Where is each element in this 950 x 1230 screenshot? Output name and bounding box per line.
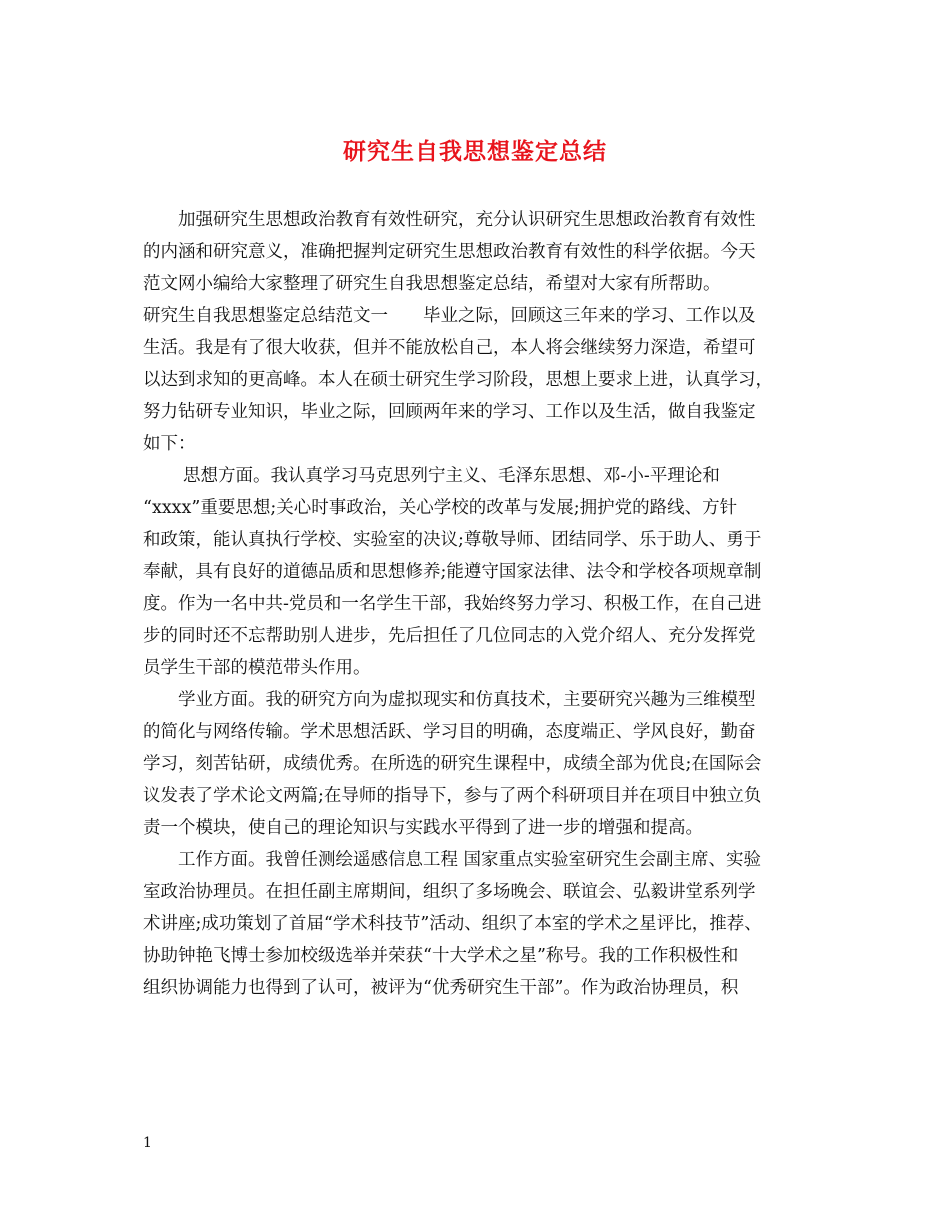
text-line: 如下： <box>143 434 196 454</box>
text-line: 的内涵和研究意义，准确把握判定研究生思想政治教育有效性的科学依据。今天 <box>143 242 756 262</box>
text-line: 加强研究生思想政治教育有效性研究，充分认识研究生思想政治教育有效性 <box>178 210 756 230</box>
text-line: 学业方面。我的研究方向为虚拟现实和仿真技术，主要研究兴趣为三维模型 <box>178 690 756 710</box>
page-number: 1 <box>143 1135 152 1151</box>
text-line: 生活。我是有了很大收获，但并不能放松自己，本人将会继续努力深造，希望可 <box>143 338 756 358</box>
document-title: 研究生自我思想鉴定总结 <box>343 138 607 165</box>
text-line: 室政治协理员。在担任副主席期间，组织了多场晚会、联谊会、弘毅讲堂系列学 <box>143 882 756 902</box>
document-body <box>143 204 823 1004</box>
text-line: 和政策，能认真执行学校、实验室的决议;尊敬导师、团结同学、乐于助人、勇于 <box>143 530 762 550</box>
text-line: 步的同时还不忘帮助别人进步，先后担任了几位同志的入党介绍人、充分发挥党 <box>143 626 756 646</box>
text-line: 思想方面。我认真学习马克思列宁主义、毛泽东思想、邓-小-平理论和 <box>183 466 720 486</box>
text-line: 术讲座;成功策划了首届“学术科技节”活动、组织了本室的学术之星评比，推荐、 <box>143 914 762 934</box>
text-line: “xxxx”重要思想;关心时事政治，关心学校的改革与发展;拥护党的路线、方针 <box>143 498 738 518</box>
text-line: 议发表了学术论文两篇;在导师的指导下，参与了两个科研项目并在项目中独立负 <box>143 786 762 806</box>
text-line: 努力钻研专业知识，毕业之际，回顾两年来的学习、工作以及生活，做自我鉴定 <box>143 402 756 422</box>
text-line: 奉献，具有良好的道德品质和思想修养;能遵守国家法律、法令和学校各项规章制 <box>143 562 762 582</box>
text-line: 度。作为一名中共-党员和一名学生干部，我始终努力学习、积极工作，在自己进 <box>143 594 762 614</box>
text-line: 责一个模块，使自己的理论知识与实践水平得到了进一步的增强和提高。 <box>143 818 703 838</box>
text-line: 协助钟艳飞博士参加校级选举并荣获“十大学术之星”称号。我的工作积极性和 <box>143 946 739 966</box>
text-line: 以达到求知的更高峰。本人在硕士研究生学习阶段，思想上要求上进，认真学习， <box>143 370 773 390</box>
text-line: 研究生自我思想鉴定总结范文一 毕业之际，回顾这三年来的学习、工作以及 <box>143 306 756 326</box>
text-line: 学习，刻苦钻研，成绩优秀。在所选的研究生课程中，成绩全部为优良;在国际会 <box>143 754 762 774</box>
text-line: 员学生干部的模范带头作用。 <box>143 658 371 678</box>
text-line: 组织协调能力也得到了认可，被评为“优秀研究生干部”。作为政治协理员，积 <box>143 978 739 998</box>
text-line: 范文网小编给大家整理了研究生自我思想鉴定总结，希望对大家有所帮助。 <box>143 274 721 294</box>
text-line: 工作方面。我曾任测绘遥感信息工程 国家重点实验室研究生会副主席、实验 <box>178 850 762 870</box>
text-line: 的简化与网络传输。学术思想活跃、学习目的明确，态度端正、学风良好，勤奋 <box>143 722 756 742</box>
